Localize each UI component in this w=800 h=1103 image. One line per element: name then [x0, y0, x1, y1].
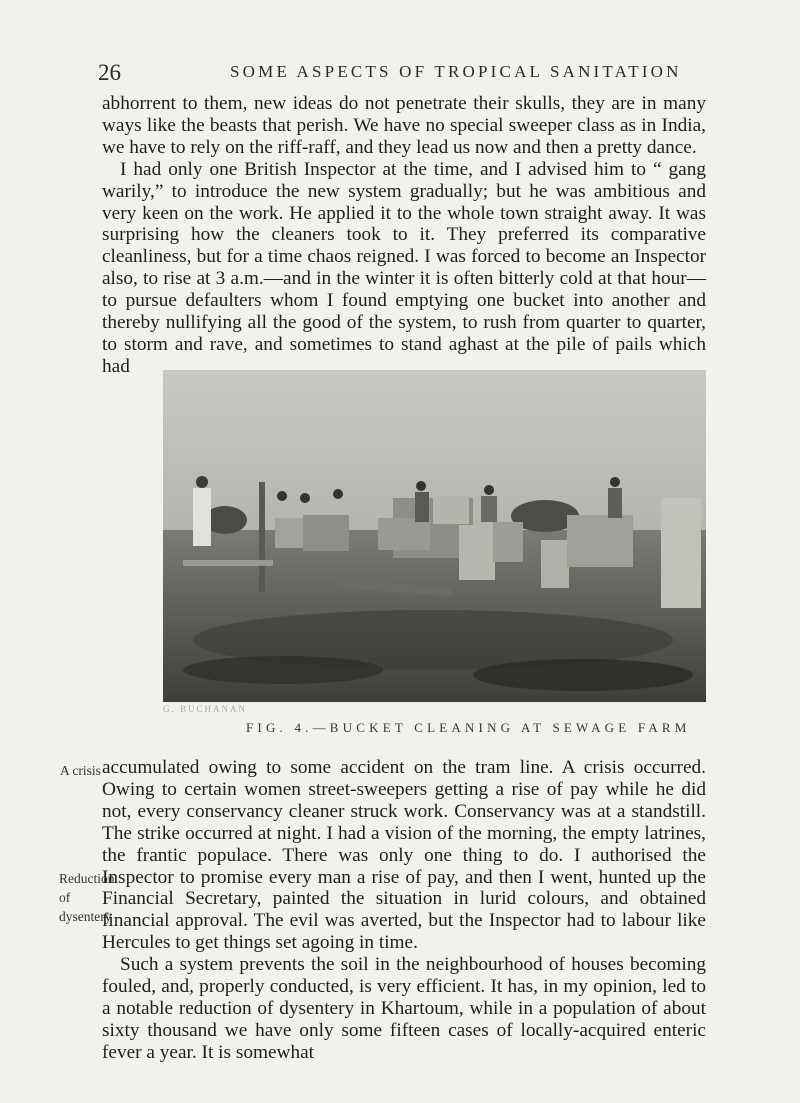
photograph-bucket-cleaning: [163, 370, 706, 702]
sidenote-crisis: A crisis: [60, 763, 101, 778]
figure-caption: FIG. 4.—BUCKET CLEANING AT SEWAGE FARM: [246, 720, 691, 735]
page-number: 26: [98, 60, 121, 85]
photo-illustration: [163, 370, 706, 702]
page-header: [98, 60, 708, 86]
photo-credit: G. BUCHANAN: [163, 704, 248, 714]
paragraph: Such a system prevents the soil in the neighbourhood of houses becoming fouled, and, properly conducted, is very efficient. It has, in my opinion, led to a notable reduction of dysentery in Khartoum, while in a population of about sixty thousand we have only some fifteen cases of locally-acquired enteric fever a year. It is somewhat: [102, 954, 706, 1063]
paragraph: accumulated owing to some accident on the tram line. A crisis occurred. Owing to certain women street-sweepers getting a rise of pay while he did not, every conservancy cleaner struck work. Conservancy was at a standstill. The strike occurred at night. I had a vision of the morning, the empty latrines, the frantic populace. There was only one thing to do. I authorised the Inspector to promise every man a rise of pay, and then I went, hunted up the Financial Secretary, painted the situation in lurid colours, and obtained financial approval. The evil was averted, but the Inspector had to labour like Hercules to get things set agoing in time.: [102, 757, 706, 954]
body-text-bottom: [102, 757, 706, 1064]
body-text-top: [102, 93, 706, 378]
paragraph: abhorrent to them, new ideas do not penetrate their skulls, they are in many ways like the beasts that perish. We have no special sweeper class as in India, we have to rely on the riff-raff, and they lead us now and then a pretty dance.: [102, 93, 706, 158]
running-title: SOME ASPECTS OF TROPICAL SANITATION: [230, 62, 682, 81]
paragraph: I had only one British Inspector at the time, and I advised him to “ gang warily,” to introduce the new system gradually; but he was ambitious and very keen on the work. He applied it to the whole town straight away. It was surprising how the cleaners took to it. They preferred its comparative cleanliness, but for a time chaos reigned. I was forced to become an Inspector also, to rise at 3 a.m.—and in the winter it is often bitterly cold at that hour—to pursue defaulters whom I found emptying one bucket into another and thereby nullifying all the good of the system, to rush from quarter to quarter, to storm and rave, and sometimes to stand aghast at the pile of pails which had: [102, 158, 706, 377]
sidenote-reduction-of-dysentery: Reduction of dysentery: [59, 871, 115, 924]
